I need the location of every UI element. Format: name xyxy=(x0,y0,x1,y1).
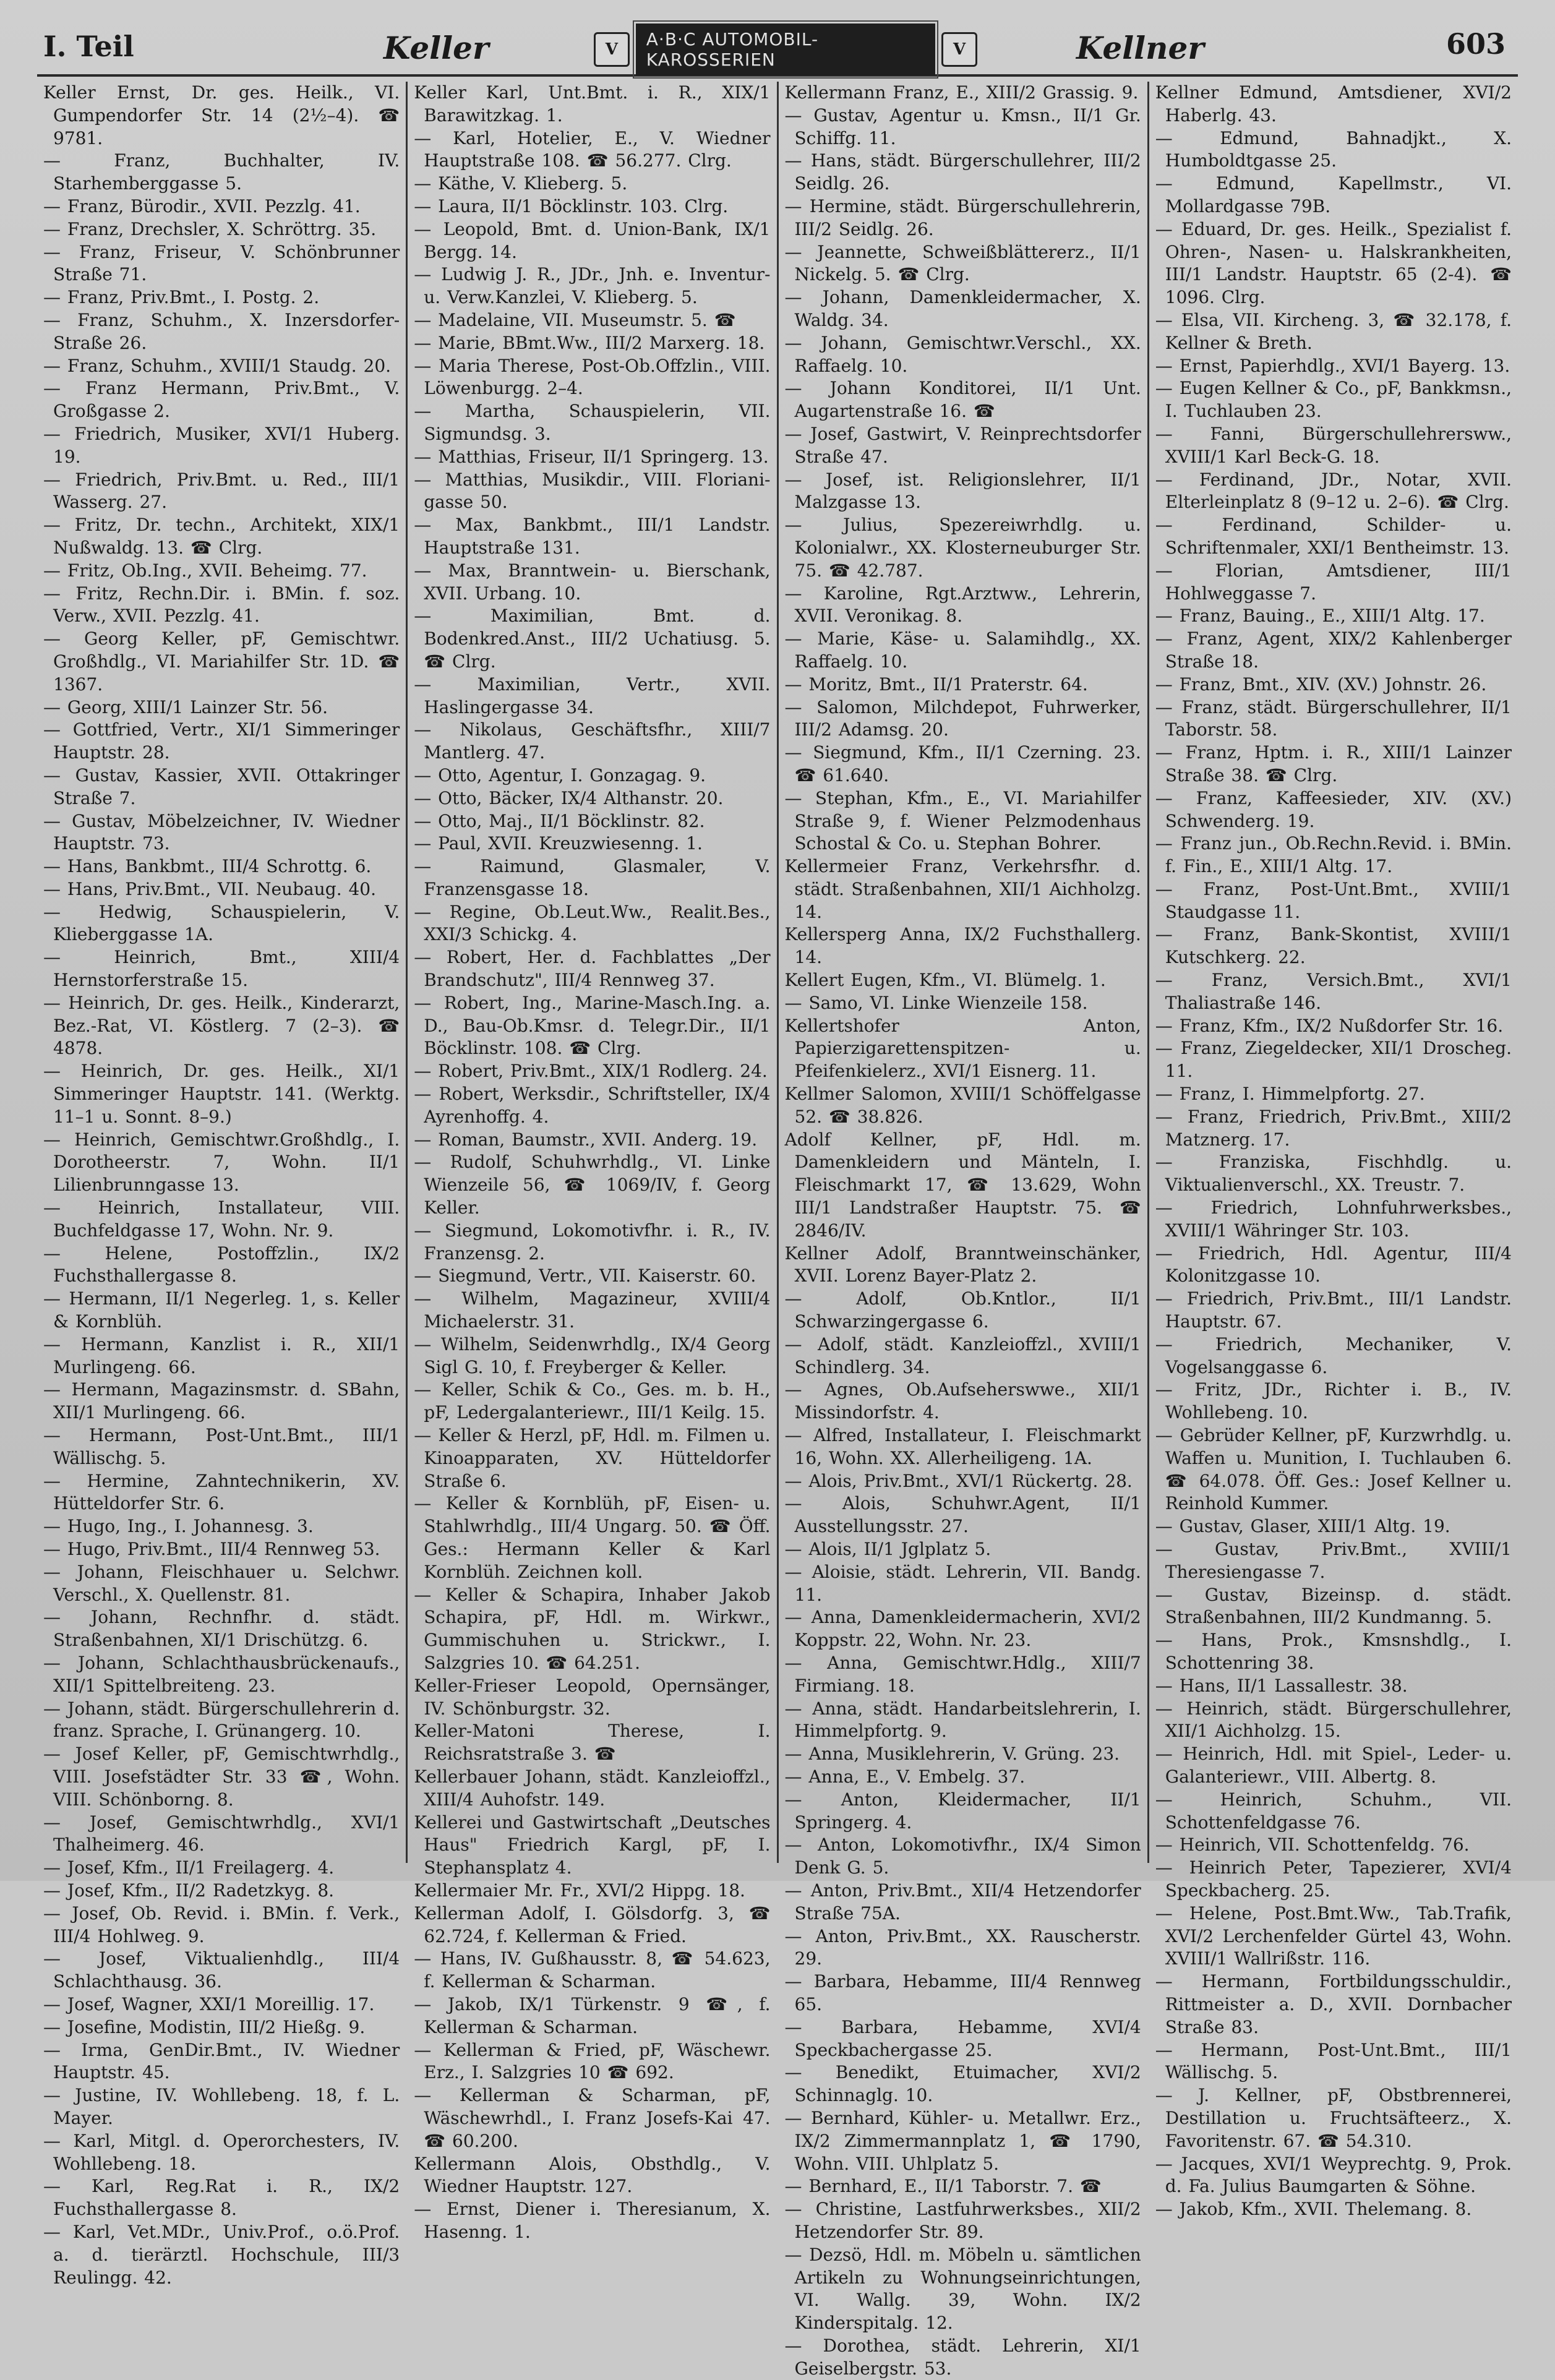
page-number: 603 xyxy=(1446,27,1506,61)
directory-entry: — Hugo, Ing., I. Johannesg. 3. xyxy=(43,1516,314,1537)
directory-entry: — Keller & Herzl, pF, Hdl. m. Filmen u. Kinoapparaten, XV. Hütteldorfer Straße 6. xyxy=(414,1425,771,1491)
directory-entry: — Franz, Kfm., IX/2 Nußdorfer Str. 16. xyxy=(1155,1015,1504,1036)
directory-entry: — Hermine, städt. Bürgerschullehrerin, III/2 Seidlg. 26. xyxy=(784,195,1141,239)
directory-entry: — Franz, städt. Bürgerschullehrer, II/1 Taborstr. 58. xyxy=(1155,696,1512,740)
directory-entry: — Bernhard, E., II/1 Taborstr. 7. ☎ xyxy=(784,2176,1102,2197)
column-1 xyxy=(37,82,408,2288)
directory-entry: Kellerei und Gastwirtschaft „Deutsches Haus" Friedrich Kargl, pF, I. Stephansplatz 4. xyxy=(414,1812,771,1878)
directory-entry: — Keller, Schik & Co., Ges. m. b. H., pF, Ledergalanteriewr., III/1 Keilg. 15. xyxy=(414,1379,771,1423)
directory-entry: — Alois, Priv.Bmt., XVI/1 Rückertg. 28. xyxy=(784,1470,1133,1491)
directory-entry: — Kellerman & Scharman, pF, Wäschewrhdl., I. Franz Josefs-Kai 47. ☎ 60.200. xyxy=(414,2085,771,2151)
directory-entry: — Dorothea, städt. Lehrerin, XI/1 Geiselbergstr. 53. xyxy=(784,2335,1141,2379)
directory-entry: Kellner Adolf, Branntweinschänker, XVII. Lorenz Bayer-Platz 2. xyxy=(784,1243,1141,1286)
directory-entry: — Christine, Lastfuhrwerksbes., XII/2 Hetzendorfer Str. 89. xyxy=(784,2199,1141,2242)
directory-entry: — Hans, Prok., Kmsnshdlg., I. Schottenring 38. xyxy=(1155,1630,1512,1673)
directory-entry: — Gustav, Möbelzeichner, IV. Wiedner Hauptstr. 73. xyxy=(43,810,400,854)
directory-entry: — Josef, Wagner, XXI/1 Moreillig. 17. xyxy=(43,1993,375,2014)
directory-entry: — Franz, Friseur, V. Schönbrunner Straße 71. xyxy=(43,241,400,285)
directory-entry: — Josef, Ob. Revid. i. BMin. f. Verk., III/4 Hohlweg. 9. xyxy=(43,1903,400,1946)
directory-entry: — Max, Branntwein- u. Bierschank, XVII. Urbang. 10. xyxy=(414,560,771,604)
directory-entry: — Fritz, Ob.Ing., XVII. Beheimg. 77. xyxy=(43,560,367,581)
directory-entry: — Madelaine, VII. Museumstr. 5. ☎ xyxy=(414,309,736,330)
directory-entry: — Heinrich, Hdl. mit Spiel-, Leder- u. Galanteriewr., VIII. Albertg. 8. xyxy=(1155,1744,1512,1787)
directory-entry: — Gustav, Agentur u. Kmsn., II/1 Gr. Schiffg. 11. xyxy=(784,105,1141,148)
directory-entry: — Florian, Amtsdiener, III/1 Hohlweggasse 7. xyxy=(1155,560,1512,604)
directory-entry: Kellermann Alois, Obsthdlg., V. Wiedner Hauptstr. 127. xyxy=(414,2153,771,2197)
directory-entry: — Hermann, Magazinsmstr. d. SBahn, XII/1 Murlingeng. 66. xyxy=(43,1379,400,1423)
column-2 xyxy=(408,82,778,2242)
directory-entry: — Jakob, IX/1 Türkenstr. 9 ☎, f. Kellerman & Scharman. xyxy=(414,1993,771,2037)
banner-text: A·B·C AUTOMOBIL-KAROSSERIEN xyxy=(636,24,935,75)
directory-entry: — Jacques, XVI/1 Weyprechtg. 9, Prok. d. Fa. Julius Baumgarten & Söhne. xyxy=(1155,2153,1512,2197)
directory-entry: — Heinrich, VII. Schottenfeldg. 76. xyxy=(1155,1834,1470,1856)
directory-entry: — Regine, Ob.Leut.Ww., Realit.Bes., XXI/3 Schickg. 4. xyxy=(414,901,771,945)
directory-entry: — Johann, Fleischhauer u. Selchwr. Verschl., X. Quellenstr. 81. xyxy=(43,1561,400,1605)
directory-entry: — Heinrich, Gemischtwr.Großhdlg., I. Dorotheerstr. 7, Wohn. II/1 Lilienbrunngasse 13. xyxy=(43,1129,400,1196)
directory-entry: — Karl, Mitgl. d. Operorchesters, IV. Wohllebeng. 18. xyxy=(43,2130,400,2174)
directory-entry: — Johann Konditorei, II/1 Unt. Augartenstraße 16. ☎ xyxy=(784,378,1141,422)
directory-entry: — Benedikt, Etuimacher, XVI/2 Schinnaglg. 10. xyxy=(784,2062,1141,2106)
directory-entry: — Hermann, Fortbildungsschuldir., Rittmeister a. D., XVII. Dornbacher Straße 83. xyxy=(1155,1971,1512,2037)
directory-entry: — Elsa, VII. Kircheng. 3, ☎ 32.178, f. Kellner & Breth. xyxy=(1155,309,1512,353)
directory-entry: — Johann, Gemischtwr.Verschl., XX. Raffaelg. 10. xyxy=(784,332,1141,376)
directory-entry: — Helene, Postoffzlin., IX/2 Fuchsthallergasse 8. xyxy=(43,1243,400,1286)
directory-entry: — Georg Keller, pF, Gemischtwr. Großhdlg., VI. Mariahilfer Str. 1D. ☎ 1367. xyxy=(43,628,400,695)
directory-entry: — Johann, städt. Bürgerschullehrerin d. franz. Sprache, I. Grünangerg. 10. xyxy=(43,1698,400,1742)
directory-entry: — Maximilian, Bmt. d. Bodenkred.Anst., III/2 Uchatiusg. 5. ☎ Clrg. xyxy=(414,606,771,672)
directory-entry: — Siegmund, Lokomotivfhr. i. R., IV. Franzensg. 2. xyxy=(414,1220,771,1264)
directory-entry: — Josef Keller, pF, Gemischtwrhdlg., VIII. Josefstädter Str. 33 ☎, Wohn. VIII. Schönborng. 8. xyxy=(43,1744,400,1810)
directory-entry: — Franz, Ziegeldecker, XII/1 Droscheg. 11. xyxy=(1155,1038,1512,1082)
directory-entry: — Franz, Priv.Bmt., I. Postg. 2. xyxy=(43,287,320,308)
directory-entry: — Siegmund, Vertr., VII. Kaiserstr. 60. xyxy=(414,1265,756,1286)
directory-entry: — Franz, Schuhm., X. Inzersdorfer-Straße 26. xyxy=(43,309,400,353)
directory-entry: Keller Karl, Unt.Bmt. i. R., XIX/1 Barawitzkag. 1. xyxy=(414,82,771,126)
directory-entry: — Robert, Priv.Bmt., XIX/1 Rodlerg. 24. xyxy=(414,1061,768,1082)
directory-entry: — Maria Therese, Post-Ob.Offzlin., VIII. Löwenburgg. 2–4. xyxy=(414,355,771,399)
directory-entry: — Josef, Gemischtwrhdlg., XVI/1 Thalheimerg. 46. xyxy=(43,1812,400,1856)
directory-entry: — Marie, BBmt.Ww., III/2 Marxerg. 18. xyxy=(414,332,765,353)
directory-entry: — Franz, I. Himmelpfortg. 27. xyxy=(1155,1084,1425,1105)
directory-entry: — Keller & Kornblüh, pF, Eisen- u. Stahlwrhdlg., III/4 Ungarg. 50. ☎ Öff. Ges.: Hermann Keller & Karl Kornblüh. Zeichnen koll. xyxy=(414,1493,771,1582)
directory-entry: — Dezsö, Hdl. m. Möbeln u. sämtlichen Artikeln zu Wohnungseinrichtungen, VI. Wallg. 39, Wohn. IX/2 Kinderspitalg. 12. xyxy=(784,2244,1141,2334)
directory-entry: — Friedrich, Musiker, XVI/1 Huberg. 19. xyxy=(43,423,400,467)
advertisement-banner xyxy=(594,31,977,68)
directory-entry: Kellertshofer Anton, Papierzigarettenspitzen- u. Pfeifenkielerz., XVI/1 Eisnerg. 11. xyxy=(784,1015,1141,1082)
directory-entry: — Franz, Schuhm., XVIII/1 Staudg. 20. xyxy=(43,355,392,376)
directory-entry: — Irma, GenDir.Bmt., IV. Wiedner Hauptstr. 45. xyxy=(43,2039,400,2083)
directory-entry: — Franz, Friedrich, Priv.Bmt., XIII/2 Matznerg. 17. xyxy=(1155,1106,1512,1150)
directory-entry: — Ferdinand, Schilder- u. Schriftenmaler, XXI/1 Bentheimstr. 13. xyxy=(1155,515,1512,558)
directory-entry: — Eugen Kellner & Co., pF, Bankkmsn., I. Tuchlauben 23. xyxy=(1155,378,1512,422)
directory-entry: — Siegmund, Kfm., II/1 Czerning. 23. ☎ 61.640. xyxy=(784,742,1141,785)
directory-entry: Kellermaier Mr. Fr., XVI/2 Hippg. 18. xyxy=(414,1880,745,1901)
directory-entry: — Jeannette, Schweißblättererz., II/1 Nickelg. 5. ☎ Clrg. xyxy=(784,241,1141,285)
directory-entry: — Stephan, Kfm., E., VI. Mariahilfer Straße 9, f. Wiener Pelzmodenhaus Schostal & Co. u. Stephan Bohrer. xyxy=(784,787,1141,854)
directory-entry: — Anna, E., V. Embelg. 37. xyxy=(784,1766,1026,1787)
directory-entry: — Gustav, Kassier, XVII. Ottakringer Straße 7. xyxy=(43,764,400,808)
directory-entry: — Roman, Baumstr., XVII. Anderg. 19. xyxy=(414,1129,758,1150)
directory-entry: — Gottfried, Vertr., XI/1 Simmeringer Hauptstr. 28. xyxy=(43,719,400,763)
directory-entry: — Anton, Kleidermacher, II/1 Springerg. 4. xyxy=(784,1789,1141,1833)
directory-entry: — Otto, Agentur, I. Gonzagag. 9. xyxy=(414,764,706,785)
directory-entry: — Franz jun., Ob.Rechn.Revid. i. BMin. f. Fin., E., XIII/1 Altg. 17. xyxy=(1155,833,1512,877)
directory-entry: Keller-Matoni Therese, I. Reichsratstraße 3. ☎ xyxy=(414,1721,771,1765)
directory-entry: — Friedrich, Priv.Bmt. u. Red., III/1 Wasserg. 27. xyxy=(43,469,400,513)
directory-entry: — Georg, XIII/1 Lainzer Str. 56. xyxy=(43,696,328,717)
directory-entry: — Hans, Priv.Bmt., VII. Neubaug. 40. xyxy=(43,878,377,899)
column-3 xyxy=(779,82,1149,2379)
directory-entry: — Heinrich, Dr. ges. Heilk., XI/1 Simmeringer Hauptstr. 141. (Werktg. 11–1 u. Sonnt. 8–9.) xyxy=(43,1061,400,1127)
directory-entry: — Fritz, Dr. techn., Architekt, XIX/1 Nußwaldg. 13. ☎ Clrg. xyxy=(43,515,400,558)
directory-entry: — Fritz, JDr., Richter i. B., IV. Wohllebeng. 10. xyxy=(1155,1379,1512,1423)
directory-entry: — Hans, städt. Bürgerschullehrer, III/2 Seidlg. 26. xyxy=(784,150,1141,194)
directory-entry: — Robert, Ing., Marine-Masch.Ing. a. D., Bau-Ob.Kmsr. d. Telegr.Dir., II/1 Böcklinstr. 108. ☎ Clrg. xyxy=(414,992,771,1059)
directory-entry: — Keller & Schapira, Inhaber Jakob Schapira, pF, Hdl. m. Wirkwr., Gummischuhen u. Strickwr., I. Salzgries 10. ☎ 64.251. xyxy=(414,1584,771,1673)
directory-entry: — Franz Hermann, Priv.Bmt., V. Großgasse 2. xyxy=(43,378,400,422)
directory-entry: — Johann, Schlachthausbrückenaufs., XII/1 Spittelbreiteng. 23. xyxy=(43,1652,400,1696)
directory-entry: — Ferdinand, JDr., Notar, XVII. Elterleinplatz 8 (9–12 u. 2–6). ☎ Clrg. xyxy=(1155,469,1512,513)
directory-entry: — Franz, Bauing., E., XIII/1 Altg. 17. xyxy=(1155,606,1485,627)
directory-entry: — Hugo, Priv.Bmt., III/4 Rennweg 53. xyxy=(43,1539,380,1559)
directory-entry: — Eduard, Dr. ges. Heilk., Spezialist f. Ohren-, Nasen- u. Halskrankheiten, III/1 Landstr. Hauptstr. 65 (2-4). ☎ 1096. Clrg. xyxy=(1155,218,1512,308)
directory-entry: — Barbara, Hebamme, III/4 Rennweg 65. xyxy=(784,1971,1141,2014)
directory-entry: — Ernst, Papierhdlg., XVI/1 Bayerg. 13. xyxy=(1155,355,1510,376)
directory-entry: — Samo, VI. Linke Wienzeile 158. xyxy=(784,992,1088,1013)
directory-entry: — Martha, Schauspielerin, VII. Sigmundsg. 3. xyxy=(414,401,771,444)
directory-entry: — Josef, Kfm., II/1 Freilagerg. 4. xyxy=(43,1857,335,1878)
brand-logo-icon: V xyxy=(594,32,630,67)
directory-entry: — Heinrich, städt. Bürgerschullehrer, XII/1 Aichholzg. 15. xyxy=(1155,1698,1512,1742)
directory-entry: — Gustav, Glaser, XIII/1 Altg. 19. xyxy=(1155,1516,1450,1537)
directory-entry: — Julius, Spezereiwrhdlg. u. Kolonialwr., XX. Klosterneuburger Str. 75. ☎ 42.787. xyxy=(784,515,1141,581)
directory-entry: — Bernhard, Kühler- u. Metallwr. Erz., IX/2 Zimmermannplatz 1, ☎ 1790, Wohn. VIII. Uhlplatz 5. xyxy=(784,2107,1141,2174)
directory-entry: Kellersperg Anna, IX/2 Fuchsthallerg. 14. xyxy=(784,924,1141,968)
directory-entry: — Johann, Damenkleidermacher, X. Waldg. 34. xyxy=(784,287,1141,330)
directory-entry: — Leopold, Bmt. d. Union-Bank, IX/1 Bergg. 14. xyxy=(414,218,771,262)
directory-entry: — Franz, Hptm. i. R., XIII/1 Lainzer Straße 38. ☎ Clrg. xyxy=(1155,742,1512,785)
directory-entry: — Josefine, Modistin, III/2 Hießg. 9. xyxy=(43,2016,366,2037)
directory-entry: — Barbara, Hebamme, XVI/4 Speckbachergasse 25. xyxy=(784,2016,1141,2060)
directory-entry: — Karoline, Rgt.Arztww., Lehrerin, XVII. Veronikag. 8. xyxy=(784,583,1141,627)
directory-entry: Kellner Edmund, Amtsdiener, XVI/2 Haberlg. 43. xyxy=(1155,82,1512,126)
directory-entry: — Anna, Musiklehrerin, V. Grüng. 23. xyxy=(784,1744,1120,1765)
directory-entry: — Franz, Bürodir., XVII. Pezzlg. 41. xyxy=(43,195,361,216)
directory-entry: — Edmund, Kapellmstr., VI. Mollardgasse 79B. xyxy=(1155,173,1512,216)
directory-entry: — Nikolaus, Geschäftsfhr., XIII/7 Mantlerg. 47. xyxy=(414,719,771,763)
directory-entry: — Gustav, Priv.Bmt., XVIII/1 Theresiengasse 7. xyxy=(1155,1539,1512,1582)
directory-entry: — Aloisie, städt. Lehrerin, VII. Bandg. 11. xyxy=(784,1561,1141,1605)
right-catchword: Kellner xyxy=(1076,30,1204,66)
column-4 xyxy=(1149,82,1518,2220)
directory-entry: — Franz, Agent, XIX/2 Kahlenberger Straße 18. xyxy=(1155,628,1512,672)
directory-entry: — J. Kellner, pF, Obstbrennerei, Destillation u. Fruchtsäfteerz., X. Favoritenstr. 67. ☎ 54.310. xyxy=(1155,2085,1512,2151)
part-label: I. Teil xyxy=(43,30,134,63)
directory-entry: — Laura, II/1 Böcklinstr. 103. Clrg. xyxy=(414,195,729,216)
directory-entry: — Josef, Gastwirt, V. Reinprechtsdorfer Straße 47. xyxy=(784,423,1141,467)
left-catchword: Keller xyxy=(383,30,489,66)
directory-entry: — Anton, Lokomotivfhr., IX/4 Simon Denk G. 5. xyxy=(784,1834,1141,1878)
directory-entry: — Karl, Reg.Rat i. R., IX/2 Fuchsthallergasse 8. xyxy=(43,2176,400,2220)
directory-entry: — Friedrich, Priv.Bmt., III/1 Landstr. Hauptstr. 67. xyxy=(1155,1288,1512,1332)
directory-entry: — Wilhelm, Seidenwrhdlg., IX/4 Georg Sigl G. 10, f. Freyberger & Keller. xyxy=(414,1333,771,1377)
directory-entry: — Matthias, Friseur, II/1 Springerg. 13. xyxy=(414,446,769,467)
directory-entry: — Fanni, Bürgerschullehrersww., XVIII/1 Karl Beck-G. 18. xyxy=(1155,423,1512,467)
directory-entry: — Alfred, Installateur, I. Fleischmarkt 16, Wohn. XX. Allerheiligeng. 1A. xyxy=(784,1425,1141,1468)
directory-entry: Keller Ernst, Dr. ges. Heilk., VI. Gumpendorfer Str. 14 (2½–4). ☎ 9781. xyxy=(43,82,400,148)
directory-entry: Kellerman Adolf, I. Gölsdorfg. 3, ☎ 62.724, f. Kellerman & Fried. xyxy=(414,1903,771,1946)
directory-entry: — Wilhelm, Magazineur, XVIII/4 Michaelerstr. 31. xyxy=(414,1288,771,1332)
directory-entry: — Alois, Schuhwr.Agent, II/1 Ausstellungsstr. 27. xyxy=(784,1493,1141,1537)
directory-entry: — Ludwig J. R., JDr., Jnh. e. Inventur- u. Verw.Kanzlei, V. Klieberg. 5. xyxy=(414,264,771,308)
page-header xyxy=(37,19,1518,77)
directory-entry: — Franz, Kaffeesieder, XIV. (XV.) Schwenderg. 19. xyxy=(1155,787,1512,831)
directory-entry: — Anton, Priv.Bmt., XII/4 Hetzendorfer Straße 75A. xyxy=(784,1880,1141,1924)
directory-entry: — Helene, Post.Bmt.Ww., Tab.Trafik, XVI/2 Lerchenfelder Gürtel 43, Wohn. XVIII/1 Wallrißstr. 116. xyxy=(1155,1903,1512,1969)
directory-entry: — Johann, Rechnfhr. d. städt. Straßenbahnen, XI/1 Drischützg. 6. xyxy=(43,1607,400,1651)
directory-entry: Kellermann Franz, E., XIII/2 Grassig. 9. xyxy=(784,82,1139,103)
directory-entry: — Hans, II/1 Lassallestr. 38. xyxy=(1155,1675,1408,1696)
directory-entry: — Maximilian, Vertr., XVII. Haslingergasse 34. xyxy=(414,674,771,717)
directory-entry: — Hermann, II/1 Negerleg. 1, s. Keller & Kornblüh. xyxy=(43,1288,400,1332)
directory-entry: — Josef, ist. Religionslehrer, II/1 Malzgasse 13. xyxy=(784,469,1141,513)
directory-entry: — Hermann, Post-Unt.Bmt., III/1 Wällischg. 5. xyxy=(43,1425,400,1468)
directory-entry: — Agnes, Ob.Aufseherswwe., XII/1 Missindorfstr. 4. xyxy=(784,1379,1141,1423)
directory-entry: — Moritz, Bmt., II/1 Praterstr. 64. xyxy=(784,674,1088,695)
directory-entry: — Hans, IV. Gußhausstr. 8, ☎ 54.623, f. Kellerman & Scharman. xyxy=(414,1948,771,1992)
directory-entry: — Kellerman & Fried, pF, Wäschewr. Erz., I. Salzgries 10 ☎ 692. xyxy=(414,2039,771,2083)
directory-entry: — Anton, Priv.Bmt., XX. Rauscherstr. 29. xyxy=(784,1925,1141,1969)
directory-entry: — Heinrich, Bmt., XIII/4 Hernstorferstraße 15. xyxy=(43,947,400,991)
directory-entry: — Max, Bankbmt., III/1 Landstr. Hauptstraße 131. xyxy=(414,515,771,558)
directory-entry: — Franziska, Fischhdlg. u. Viktualienverschl., XX. Treustr. 7. xyxy=(1155,1152,1512,1196)
directory-entry: — Käthe, V. Klieberg. 5. xyxy=(414,173,628,194)
directory-entry: — Franz, Bank-Skontist, XVIII/1 Kutschkerg. 22. xyxy=(1155,924,1512,968)
directory-entry: — Robert, Her. d. Fachblattes „Der Brandschutz", III/4 Rennweg 37. xyxy=(414,947,771,991)
directory-entry: — Marie, Käse- u. Salamihdlg., XX. Raffaelg. 10. xyxy=(784,628,1141,672)
directory-entry: — Heinrich, Installateur, VIII. Buchfeldgasse 17, Wohn. Nr. 9. xyxy=(43,1197,400,1241)
directory-entry: — Josef, Viktualienhdlg., III/4 Schlachthausg. 36. xyxy=(43,1948,400,1992)
directory-entry: — Anna, städt. Handarbeitslehrerin, I. Himmelpfortg. 9. xyxy=(784,1698,1141,1742)
directory-entry: — Raimund, Glasmaler, V. Franzensgasse 18. xyxy=(414,856,771,899)
directory-entry: — Josef, Kfm., II/2 Radetzkyg. 8. xyxy=(43,1880,335,1901)
directory-entry: — Heinrich Peter, Tapezierer, XVI/4 Speckbacherg. 25. xyxy=(1155,1857,1512,1901)
directory-entry: — Franz, Versich.Bmt., XVI/1 Thaliastraße 146. xyxy=(1155,970,1512,1013)
directory-entry: — Justine, IV. Wohllebeng. 18, f. L. Mayer. xyxy=(43,2085,400,2128)
directory-entry: Kellmer Salomon, XVIII/1 Schöffelgasse 52. ☎ 38.826. xyxy=(784,1084,1141,1127)
directory-entry: — Matthias, Musikdir., VIII. Floriani-gasse 50. xyxy=(414,469,771,513)
directory-entry: — Friedrich, Hdl. Agentur, III/4 Kolonitzgasse 10. xyxy=(1155,1243,1512,1286)
directory-entry: Adolf Kellner, pF, Hdl. m. Damenkleidern und Mänteln, I. Fleischmarkt 17, ☎ 13.629, Wohn III/1 Landstraßer Hauptstr. 75. ☎ 2846/IV. xyxy=(784,1129,1141,1241)
directory-entry: — Franz, Drechsler, X. Schröttrg. 35. xyxy=(43,218,377,239)
directory-entry: — Hedwig, Schauspielerin, V. Klieberggasse 1A. xyxy=(43,901,400,945)
directory-entry: — Otto, Maj., II/1 Böcklinstr. 82. xyxy=(414,810,705,831)
directory-entry: — Gebrüder Kellner, pF, Kurzwrhdlg. u. Waffen u. Munition, I. Tuchlauben 6. ☎ 64.078. Öff. Ges.: Josef Kellner u. Reinhold Kummer. xyxy=(1155,1425,1512,1514)
directory-entry: Kellermeier Franz, Verkehrsfhr. d. städt. Straßenbahnen, XII/1 Aichholzg. 14. xyxy=(784,856,1141,922)
directory-entry: — Fritz, Rechn.Dir. i. BMin. f. soz. Verw., XVII. Pezzlg. 41. xyxy=(43,583,400,627)
directory-entry: — Franz, Post-Unt.Bmt., XVIII/1 Staudgasse 11. xyxy=(1155,878,1512,922)
directory-columns xyxy=(37,82,1518,2379)
directory-entry: Keller-Frieser Leopold, Opernsänger, IV. Schönburgstr. 32. xyxy=(414,1675,771,1719)
directory-entry: — Anna, Gemischtwr.Hdlg., XIII/7 Firmiang. 18. xyxy=(784,1652,1141,1696)
directory-entry: Kellerbauer Johann, städt. Kanzleioffzl., XIII/4 Auhofstr. 149. xyxy=(414,1766,771,1810)
brand-logo-icon: V xyxy=(941,32,977,67)
directory-entry: — Adolf, Ob.Kntlor., II/1 Schwarzingergasse 6. xyxy=(784,1288,1141,1332)
directory-entry: — Adolf, städt. Kanzleioffzl., XVIII/1 Schindlerg. 34. xyxy=(784,1333,1141,1377)
directory-entry: — Alois, II/1 Jglplatz 5. xyxy=(784,1539,992,1559)
directory-entry: — Paul, XVII. Kreuzwiesenng. 1. xyxy=(414,833,703,854)
directory-entry: — Salomon, Milchdepot, Fuhrwerker, III/2 Adamsg. 20. xyxy=(784,696,1141,740)
directory-entry: — Friedrich, Lohnfuhrwerksbes., XVIII/1 Währinger Str. 103. xyxy=(1155,1197,1512,1241)
directory-entry: — Heinrich, Schuhm., VII. Schottenfeldgasse 76. xyxy=(1155,1789,1512,1833)
directory-entry: — Hermann, Post-Unt.Bmt., III/1 Wällischg. 5. xyxy=(1155,2039,1512,2083)
directory-entry: — Franz, Bmt., XIV. (XV.) Johnstr. 26. xyxy=(1155,674,1487,695)
directory-entry: — Edmund, Bahnadjkt., X. Humboldtgasse 25. xyxy=(1155,127,1512,171)
directory-entry: — Ernst, Diener i. Theresianum, X. Hasenng. 1. xyxy=(414,2199,771,2242)
directory-entry: — Heinrich, Dr. ges. Heilk., Kinderarzt, Bez.-Rat, VI. Köstlerg. 7 (2–3). ☎ 4878. xyxy=(43,992,400,1059)
directory-entry: — Gustav, Bizeinsp. d. städt. Straßenbahnen, III/2 Kundmanng. 5. xyxy=(1155,1584,1512,1628)
directory-entry: — Anna, Damenkleidermacherin, XVI/2 Koppstr. 22, Wohn. Nr. 23. xyxy=(784,1607,1141,1651)
directory-entry: Kellert Eugen, Kfm., VI. Blümelg. 1. xyxy=(784,970,1106,991)
directory-entry: — Hermine, Zahntechnikerin, XV. Hütteldorfer Str. 6. xyxy=(43,1470,400,1514)
directory-entry: — Robert, Werksdir., Schriftsteller, IX/4 Ayrenhoffg. 4. xyxy=(414,1084,771,1127)
directory-entry: — Rudolf, Schuhwrhdlg., VI. Linke Wienzeile 56, ☎ 1069/IV, f. Georg Keller. xyxy=(414,1152,771,1218)
directory-entry: — Otto, Bäcker, IX/4 Althanstr. 20. xyxy=(414,787,724,808)
directory-entry: — Franz, Buchhalter, IV. Starhemberggasse 5. xyxy=(43,150,400,194)
directory-entry: — Hans, Bankbmt., III/4 Schrottg. 6. xyxy=(43,856,372,877)
directory-entry: — Hermann, Kanzlist i. R., XII/1 Murlingeng. 66. xyxy=(43,1333,400,1377)
directory-entry: — Karl, Vet.MDr., Univ.Prof., o.ö.Prof. a. d. tierärztl. Hochschule, III/3 Reulingg. 42. xyxy=(43,2221,400,2288)
directory-entry: — Jakob, Kfm., XVII. Thelemang. 8. xyxy=(1155,2199,1472,2220)
directory-entry: — Karl, Hotelier, E., V. Wiedner Hauptstraße 108. ☎ 56.277. Clrg. xyxy=(414,127,771,171)
directory-entry: — Friedrich, Mechaniker, V. Vogelsanggasse 6. xyxy=(1155,1333,1512,1377)
